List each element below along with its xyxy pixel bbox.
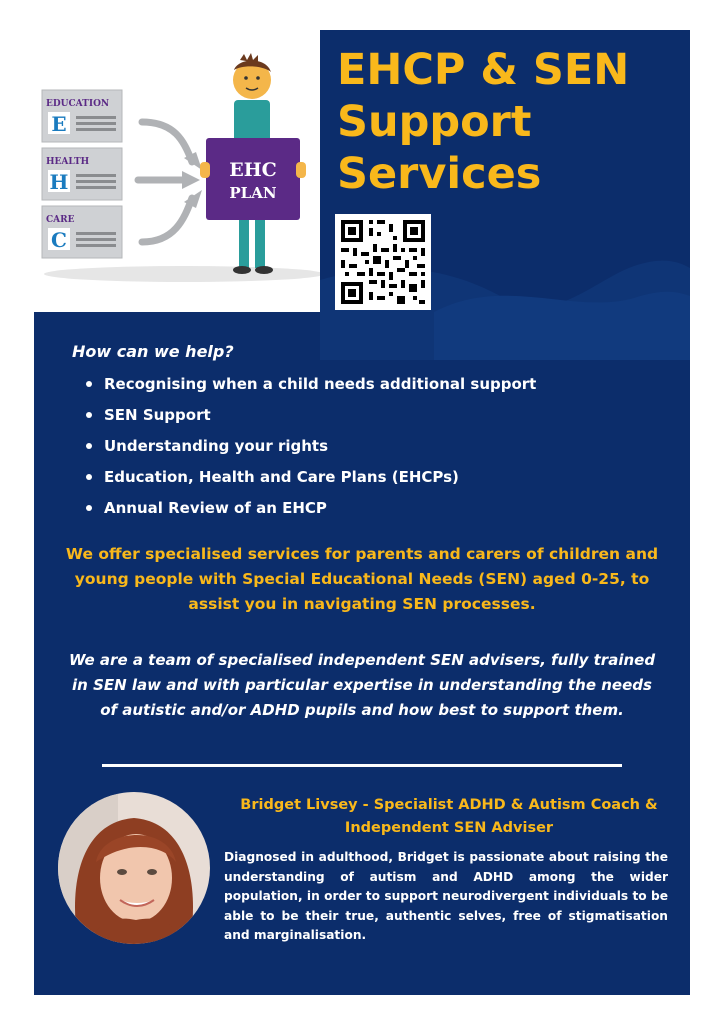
- list-item: Annual Review of an EHCP: [84, 494, 536, 525]
- portrait-photo: [58, 792, 210, 944]
- list-item: Understanding your rights: [84, 432, 536, 463]
- ehc-plan-illustration: [34, 30, 320, 312]
- qr-code[interactable]: [335, 214, 431, 310]
- help-heading: How can we help?: [72, 342, 234, 361]
- care-card: [42, 206, 122, 258]
- avatar: [58, 792, 210, 944]
- poster: [34, 30, 690, 995]
- divider: [102, 764, 622, 767]
- health-card: [42, 148, 122, 200]
- care-card-label: CARE: [46, 215, 75, 225]
- health-card-label: HEALTH: [46, 157, 90, 167]
- page-title: [337, 44, 682, 200]
- bio-name: Bridget Livsey - Specialist ADHD & Autism Coach & Independent SEN Adviser: [240, 797, 658, 836]
- title-line-2: Support: [337, 97, 532, 147]
- care-card-letter: C: [51, 228, 67, 252]
- education-card-label: EDUCATION: [46, 99, 110, 109]
- title-line-3: Services: [337, 149, 542, 199]
- bio-text: Diagnosed in adulthood, Bridget is passionate about raising the understanding of autism and ADHD among the wider population, in order to support neurodivergent individuals to be able to be their true, authentic selves, free of stigmatisation and marginalisation.: [224, 850, 668, 942]
- education-card-letter: E: [51, 112, 67, 136]
- list-item: Recognising when a child needs additional support: [84, 370, 536, 401]
- list-item: Education, Health and Care Plans (EHCPs): [84, 463, 536, 494]
- education-card: [42, 90, 122, 142]
- health-card-letter: H: [49, 170, 69, 194]
- help-list: [84, 370, 536, 525]
- title-line-1: EHCP & SEN: [337, 45, 630, 95]
- qr-code-icon: [335, 214, 431, 310]
- ehc-plan-graphic: [34, 30, 320, 312]
- list-item: SEN Support: [84, 401, 536, 432]
- team-text: We are a team of specialised independent SEN advisers, fully trained in SEN law and with particular expertise in understanding the needs of autistic and/or ADHD pupils and how best to support them.: [68, 651, 656, 719]
- person-figure: [200, 53, 306, 274]
- sign-line-1: EHC: [229, 159, 277, 181]
- offer-text: We offer specialised services for parents and carers of children and young people with Special Educational Needs (SEN) aged 0-25, to assist you in navigating SEN processes.: [65, 545, 659, 613]
- sign-line-2: PLAN: [229, 184, 277, 202]
